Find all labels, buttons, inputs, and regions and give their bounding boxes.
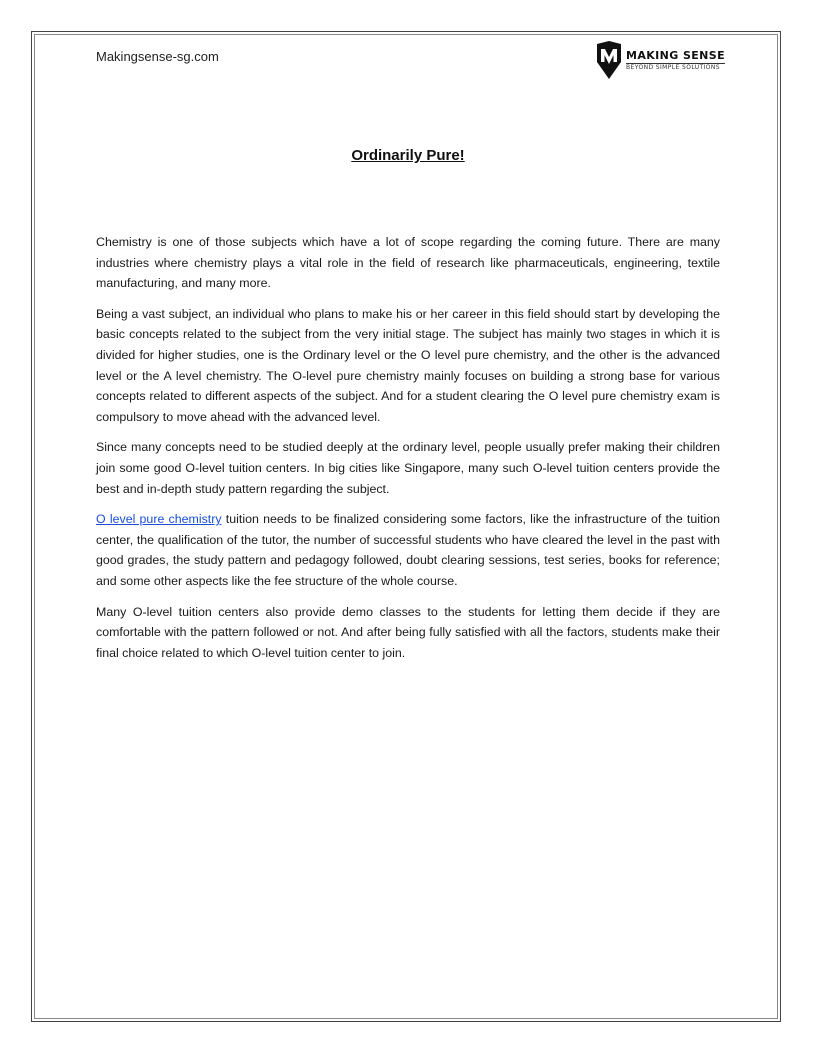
paragraph-5: Many O-level tuition centers also provide demo classes to the students for letting them decide if they are comfortable with the pattern followed or not. And after being fully satisfied with all the factors, students make their final choice related to which O-level tuition center to join.: [96, 604, 720, 660]
header-site-name: Makingsense-sg.com: [96, 49, 219, 64]
paragraph-2: Being a vast subject, an individual who plans to make his or her career in this field should start by developing the basic concepts related to the subject from the very initial stage. The subject has mainly two stages in which it is divided for higher studies, one is the Ordinary level or the O level pure chemistry, and the other is the advanced level or the A level chemistry. The O-level pure chemistry mainly focuses on building a strong base for various concepts related to different aspects of the subject. And for a student clearing the O level pure chemistry exam is compulsory to move ahead with the advanced level.: [96, 306, 720, 424]
logo-tagline: BEYOND SIMPLE SOLUTIONS: [626, 63, 725, 71]
article-body: [96, 232, 720, 673]
paragraph-1: Chemistry is one of those subjects which have a lot of scope regarding the coming future. There are many industries where chemistry plays a vital role in the field of research like pharmaceuticals, engineering, textile manufacturing, and many more.: [96, 235, 720, 291]
paragraph-3: Since many concepts need to be studied deeply at the ordinary level, people usually prefer making their children join some good O-level tuition centers. In big cities like Singapore, many such O-level tuition centers provide the best and in-depth study pattern regarding the subject.: [96, 440, 720, 496]
document-title: Ordinarily Pure!: [351, 147, 465, 164]
shield-m-logo-icon: [596, 40, 622, 80]
o-level-pure-chemistry-link[interactable]: O level pure chemistry: [96, 512, 222, 527]
logo-name: MAKING SENSE: [626, 48, 726, 62]
paragraph-4: [96, 509, 720, 591]
paragraph-4-text: tuition needs to be finalized considering some factors, like the infrastructure of the tuition center, the qualification of the tutor, the number of successful students who have cleared the level in the past with good grades, the study pattern and pedagogy followed, doubt clearing sessions, test series, books for reference; and some other aspects like the fee structure of the whole course.: [96, 512, 720, 588]
brand-logo: [596, 40, 725, 80]
